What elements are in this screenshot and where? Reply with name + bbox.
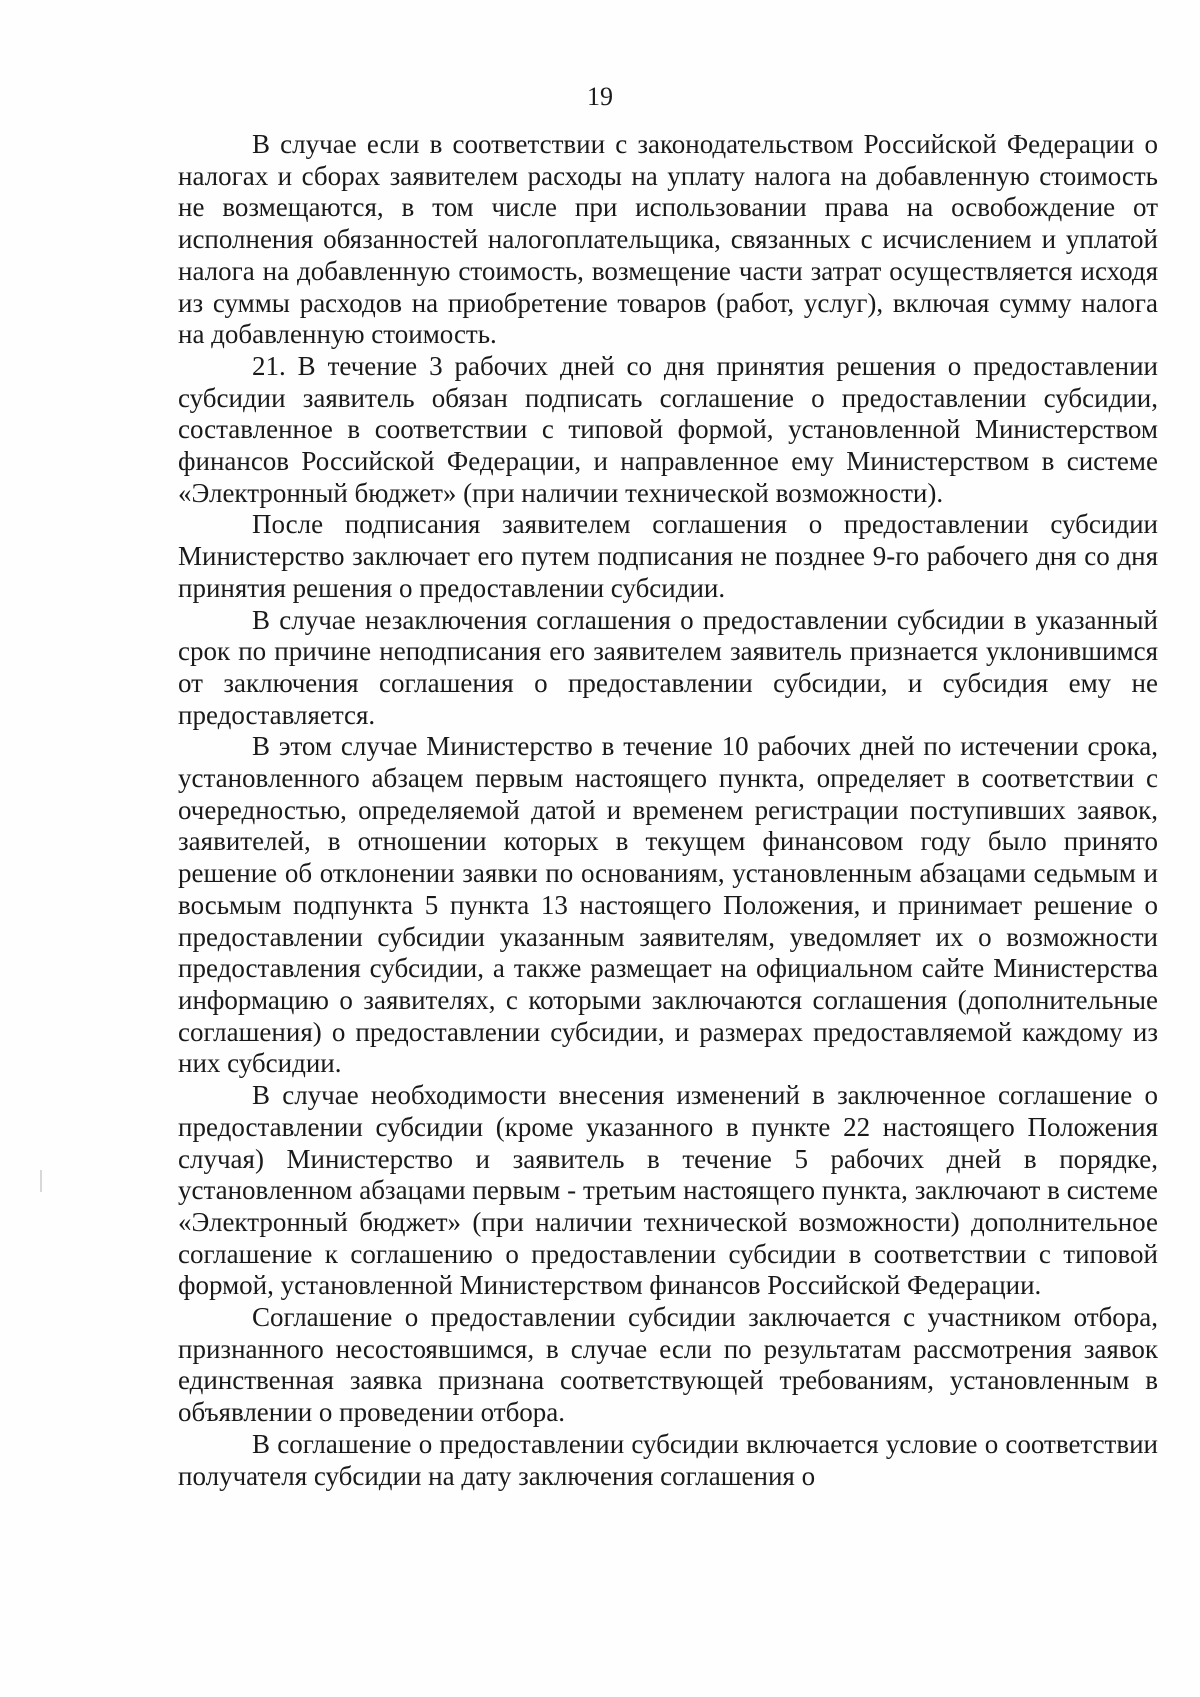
paragraph-single-application: Соглашение о предоставлении субсидии заключается с участником отбора, признанного несостоявшимся, в случае если по результатам рассмотрения заявок единственная заявка признана соответствующей требованиям, установленным в объявлении о проведении отбора. <box>178 1302 1158 1428</box>
paragraph-agreement-condition: В соглашение о предоставлении субсидии включается условие о соответствии получателя субсидии на дату заключения соглашения о <box>178 1428 1158 1491</box>
paragraph-item-21: 21. В течение 3 рабочих дней со дня принятия решения о предоставлении субсидии заявитель обязан подписать соглашение о предоставлении субсидии, составленное в соответствии с типовой формой, установленной Министерством финансов Российской Федерации, и направленное ему Министерством в системе «Электронный бюджет» (при наличии технической возможности). <box>178 350 1158 508</box>
page-number: 19 <box>587 82 613 111</box>
paragraph-ministry-procedure: В этом случае Министерство в течение 10 рабочих дней по истечении срока, установленного абзацем первым настоящего пункта, определяет в соответствии с очередностью, определяемой датой и временем регистрации поступивших заявок, заявителей, в отношении которых в текущем финансовом году было принято решение об отклонении заявки по основаниям, установленным абзацами седьмым и восьмым подпункта 5 пункта 13 настоящего Положения, и принимает решение о предоставлении субсидии указанным заявителям, уведомляет их о возможности предоставления субсидии, а также размещает на официальном сайте Министерства информацию о заявителях, с которыми заключаются соглашения (дополнительные соглашения) о предоставлении субсидии, и размерах предоставляемой каждому из них субсидии. <box>178 731 1158 1079</box>
paragraph-signing-deadline: После подписания заявителем соглашения о предоставлении субсидии Министерство заключает его путем подписания не позднее 9-го рабочего дня со дня принятия решения о предоставлении субсидии. <box>178 509 1158 603</box>
scan-margin-mark <box>40 1170 42 1192</box>
paragraph-amendments: В случае необходимости внесения изменений в заключенное соглашение о предоставлении субсидии (кроме указанного в пункте 22 настоящего Положения случая) Министерство и заявитель в течение 5 рабочих дней в порядке, установленном абзацами первым - третьим настоящего пункта, заключают в системе «Электронный бюджет» (при наличии технической возможности) дополнительное соглашение к соглашению о предоставлении субсидии в соответствии с типовой формой, установленной Министерством финансов Российской Федерации. <box>178 1080 1158 1301</box>
document-body <box>178 129 1158 1492</box>
paragraph-non-conclusion: В случае незаключения соглашения о предоставлении субсидии в указанный срок по причине неподписания его заявителем заявитель признается уклонившимся от заключения соглашения о предоставлении субсидии, и субсидия ему не предоставляется. <box>178 604 1158 730</box>
paragraph-vat-expenses: В случае если в соответствии с законодательством Российской Федерации о налогах и сборах заявителем расходы на уплату налога на добавленную стоимость не возмещаются, в том числе при использовании права на освобождение от исполнения обязанностей налогоплательщика, связанных с исчислением и уплатой налога на добавленную стоимость, возмещение части затрат осуществляется исходя из суммы расходов на приобретение товаров (работ, услуг), включая сумму налога на добавленную стоимость. <box>178 129 1158 350</box>
